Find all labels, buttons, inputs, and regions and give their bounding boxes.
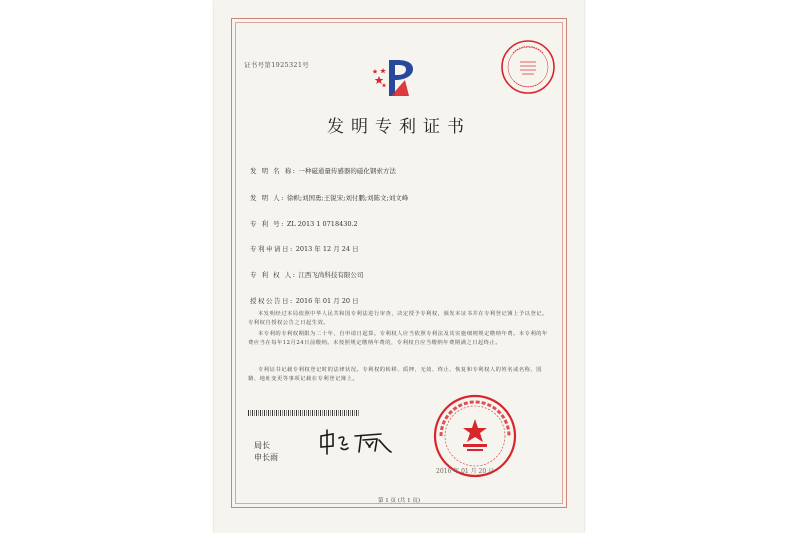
stamp-date: 2016 年 01 月 20 日	[436, 468, 495, 475]
filing-date-row	[250, 244, 359, 253]
patent-office-logo	[371, 56, 423, 100]
patent-number-label: 专 利 号:	[250, 220, 285, 228]
inventors-row	[250, 193, 408, 202]
filing-date-value: 2013 年 12 月 24 日	[295, 245, 359, 253]
director-signature	[317, 428, 397, 456]
barcode	[248, 410, 360, 416]
grant-date-value: 2016 年 01 月 20 日	[295, 297, 359, 305]
invention-name-label: 发 明 名 称:	[250, 167, 297, 175]
invention-name-value: 一种磁通量传感器的磁化钢索方法	[298, 167, 396, 175]
body-paragraph-1: 本发明经过本局依照中华人民共和国专利法进行审查，决定授予专利权，颁发本证书并在专利登记簿上予以登记。专利权自授权公告之日起生效。	[248, 311, 548, 326]
inventors-label: 发 明 人:	[250, 194, 285, 202]
grant-date-label: 授权公告日:	[250, 297, 294, 305]
invention-name-row	[250, 166, 396, 175]
page-number: 第 1 页 (共 1 页)	[377, 498, 421, 504]
body-paragraph-2: 本专利的专利权期限为二十年，自申请日起算。专利权人应当依照专利法及其实施细则规定缴纳年费。本专利的年费应当在每年12月24日前缴纳。未按照规定缴纳年费的，专利权自应当缴纳年费期满之日起终止。	[248, 331, 548, 346]
filing-date-label: 专利申请日:	[250, 245, 294, 253]
director-title: 局长	[254, 441, 270, 450]
patent-number-value: ZL 2013 1 0718430.2	[286, 220, 358, 228]
patent-number-row	[250, 219, 358, 228]
grant-date-row	[250, 296, 359, 305]
seal-stamp-top	[499, 38, 557, 96]
patentee-value: 江西飞尚科技有限公司	[298, 271, 364, 279]
patentee-label: 专 利 权 人:	[250, 271, 297, 279]
body-paragraph-3: 专利证书记载专利权登记时的法律状况。专利权的转移、质押、无效、终止、恢复和专利权人的姓名或名称、国籍、地址变更等事项记载在专利登记簿上。	[248, 367, 543, 382]
certificate-title: 发明专利证书	[327, 117, 471, 137]
patentee-row	[250, 270, 363, 279]
inventors-value: 徐帜;刘国勇;王锐宋;刘付鹏;刘陈文;刘文峰	[286, 194, 409, 202]
director-name: 申长雨	[254, 453, 278, 462]
certificate-number: 证书号第1925321号	[244, 61, 310, 69]
certificate-page	[214, 0, 584, 533]
